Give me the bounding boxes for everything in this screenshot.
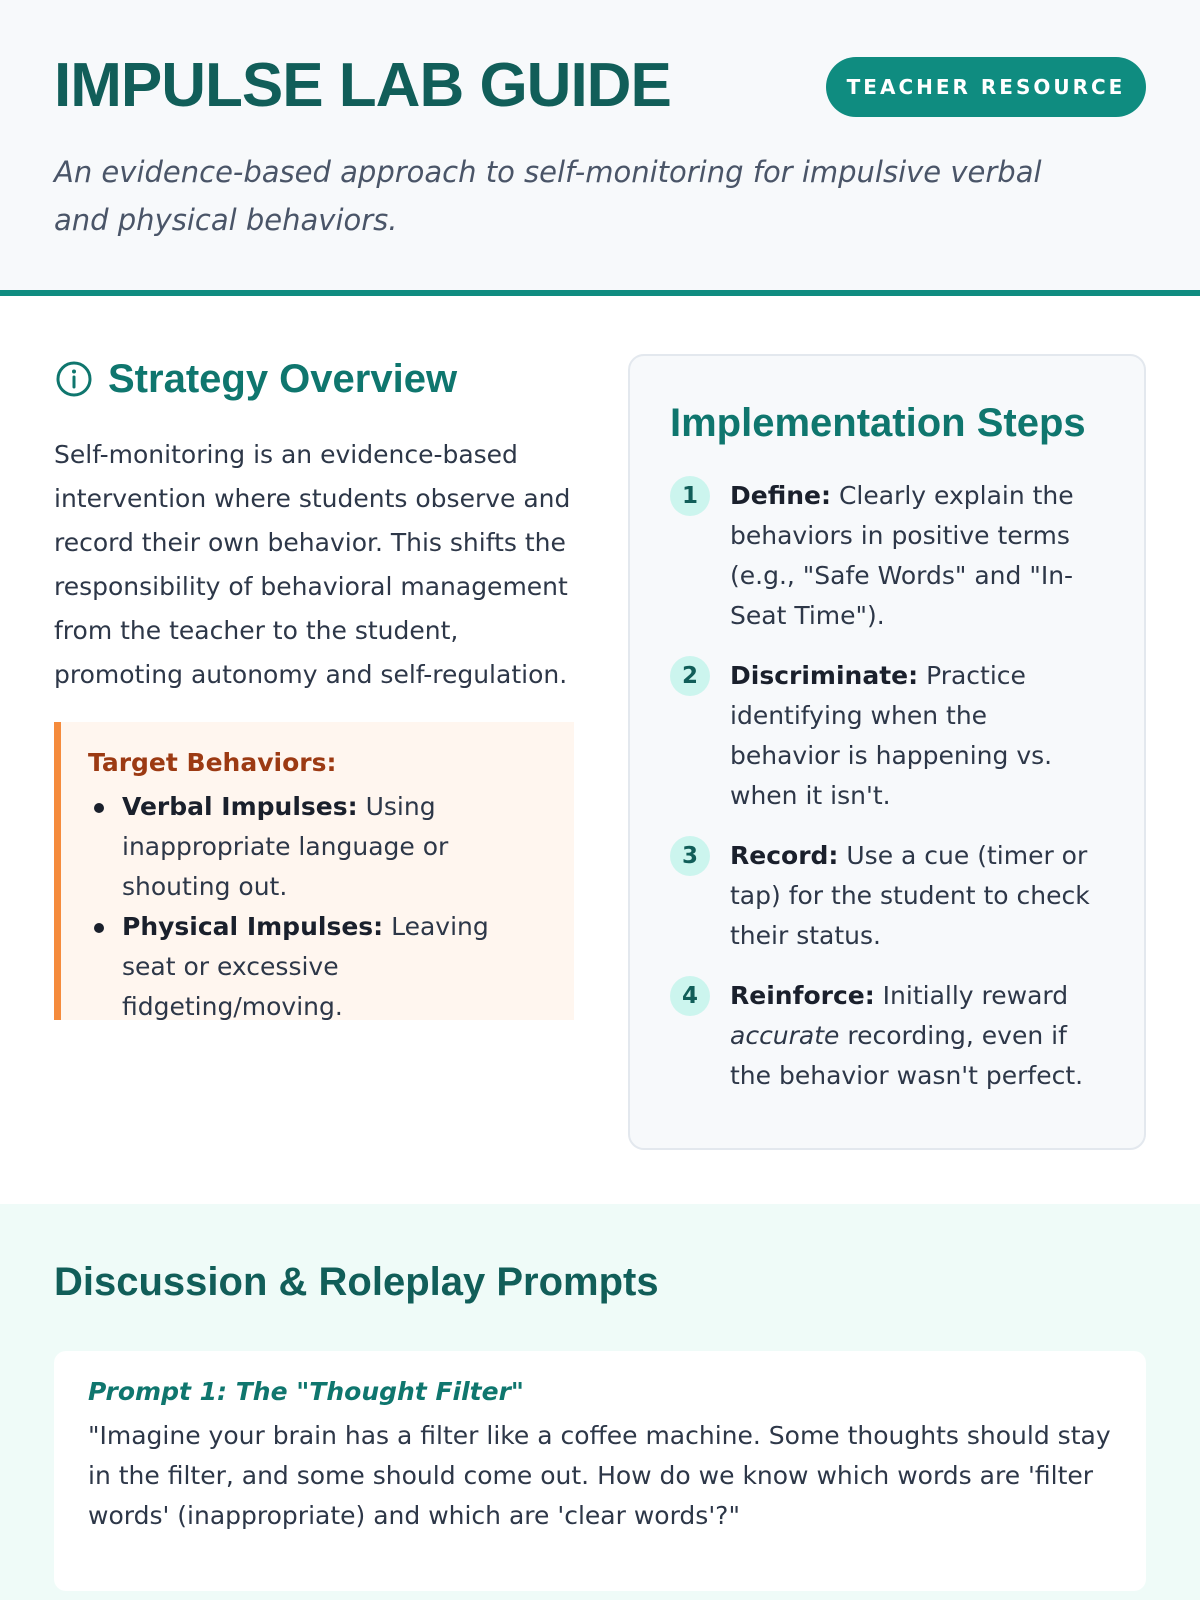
discussion-section (0, 1204, 1200, 1600)
behavior-term: Physical Impulses: (122, 912, 384, 941)
step-number: 1 (670, 476, 710, 516)
step-item (670, 836, 1104, 956)
page-subtitle: An evidence-based approach to self-monitoring for impulsive verbal and physical behaviors. (54, 155, 1042, 237)
target-behaviors-callout (54, 722, 574, 1020)
info-icon (54, 359, 94, 399)
step-description: Clearly explain the behaviors in positive terms (e.g., "Safe Words" and "In-Seat Time"). (730, 481, 1074, 630)
page-title: IMPULSE LAB GUIDE (54, 51, 671, 120)
teacher-resource-badge: TEACHER RESOURCE (826, 57, 1146, 117)
implementation-steps-card (628, 354, 1146, 1150)
step-description: Practice identifying when the behavior is happening vs. when it isn't. (730, 661, 1053, 810)
strategy-overview-text: Self-monitoring is an evidence-based intervention where students observe and record their own behavior. This shifts the responsibility of behavioral management from the teacher to the student, promoting autonomy and self-regulation. (54, 440, 571, 689)
implementation-steps-heading: Implementation Steps (670, 401, 1086, 445)
step-term: Record: (730, 841, 839, 870)
step-text (730, 836, 1104, 956)
step-item (670, 976, 1104, 1096)
step-number: 4 (670, 976, 710, 1016)
step-term: Discriminate: (730, 661, 919, 690)
step-description-end: recording, even if the behavior wasn't perfect. (730, 1021, 1084, 1090)
step-description-start: Initially reward (874, 981, 1069, 1010)
step-description: Use a cue (timer or tap) for the student to check their status. (730, 841, 1090, 950)
step-item (670, 656, 1104, 816)
step-text (730, 476, 1104, 636)
step-number: 2 (670, 656, 710, 696)
target-behaviors-list (88, 787, 548, 1027)
target-behaviors-heading: Target Behaviors: (88, 748, 337, 777)
list-item (88, 907, 548, 1027)
discussion-heading: Discussion & Roleplay Prompts (54, 1260, 659, 1304)
strategy-overview-heading (54, 354, 457, 404)
behavior-description: Leaving seat or excessive fidgeting/moving. (122, 912, 489, 1021)
prompt-title: Prompt 1: The "Thought Filter" (88, 1377, 524, 1406)
step-text (730, 656, 1104, 816)
section-title: Strategy Overview (108, 356, 458, 401)
page-header (0, 0, 1200, 296)
step-term: Reinforce: (730, 981, 875, 1010)
step-emphasis: accurate (730, 1021, 840, 1050)
prompt-card (54, 1351, 1146, 1591)
list-item (88, 787, 548, 907)
step-term: Define: (730, 481, 831, 510)
step-item (670, 476, 1104, 636)
behavior-description: Using inappropriate language or shouting out. (122, 792, 449, 901)
step-text (730, 976, 1104, 1096)
prompt-body: "Imagine your brain has a filter like a coffee machine. Some thoughts should stay in the filter, and some should come out. How do we know which words are 'filter words' (inappropriate) and which are 'clear words'?" (88, 1421, 1111, 1530)
step-number: 3 (670, 836, 710, 876)
behavior-term: Verbal Impulses: (122, 792, 358, 821)
